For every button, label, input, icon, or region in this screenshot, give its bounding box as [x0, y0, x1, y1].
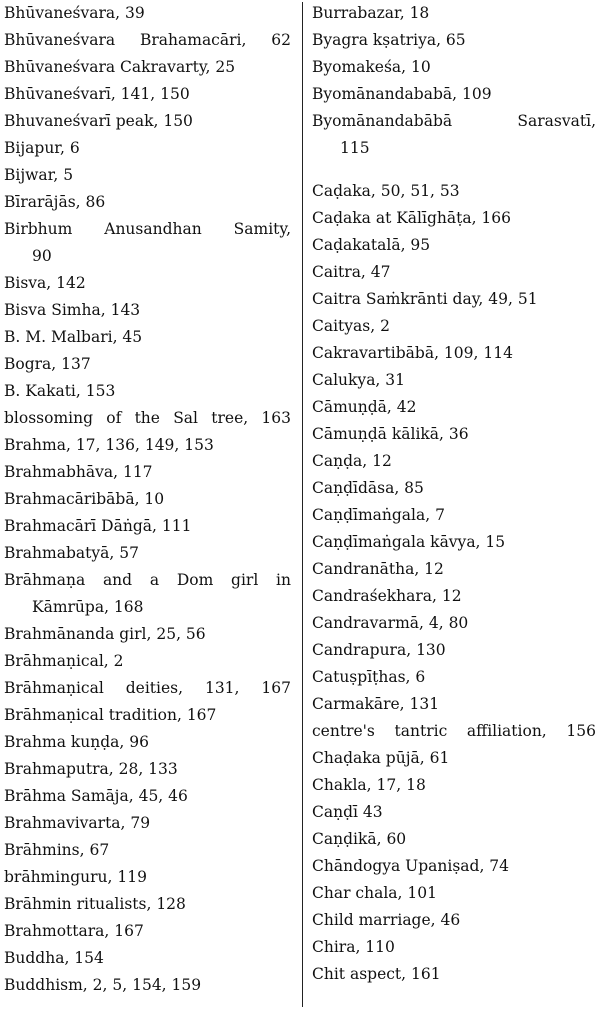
index-entry: Brahmabhāva, 117: [4, 463, 153, 481]
index-entry: Brahmānanda girl, 25, 56: [4, 625, 206, 643]
index-entry: Char chala, 101: [312, 884, 437, 902]
index-entry: Calukya, 31: [312, 371, 406, 389]
index-entry: Brāhmaṇical deities, 131, 167: [4, 679, 291, 697]
index-entry: Candranātha, 12: [312, 560, 444, 578]
index-entry: Caityas, 2: [312, 317, 390, 335]
index-entry: Caṇḍikā, 60: [312, 830, 407, 848]
index-entry: Carmakāre, 131: [312, 695, 440, 713]
index-entry: Byomānandababā, 109: [312, 85, 492, 103]
index-entry: Brahmaputra, 28, 133: [4, 760, 178, 778]
index-entry: Bijwar, 5: [4, 166, 74, 184]
index-entry: Buddhism, 2, 5, 154, 159: [4, 976, 202, 994]
index-entry: Bhuvaneśvarī peak, 150: [4, 112, 193, 130]
index-entry: Bisva Simha, 143: [4, 301, 141, 319]
index-entry: B. M. Malbari, 45: [4, 328, 143, 346]
index-entry: Caḍaka at Kālīghāṭa, 166: [312, 209, 512, 227]
index-entry: Chit aspect, 161: [312, 965, 441, 983]
index-entry: Bhūvaneśvarī, 141, 150: [4, 85, 190, 103]
index-entry: Brahmottara, 167: [4, 922, 144, 940]
index-entry: Chira, 110: [312, 938, 395, 956]
index-entry: Chāndogya Upaniṣad, 74: [312, 857, 510, 875]
index-entry: blossoming of the Sal tree, 163: [4, 409, 291, 427]
index-entry: Caṇḍīmaṅgala kāvya, 15: [312, 533, 506, 551]
index-entry: Buddha, 154: [4, 949, 104, 967]
index-entry: Child marriage, 46: [312, 911, 461, 929]
index-entry: Bijapur, 6: [4, 139, 80, 157]
index-entry: Bhūvaneśvara Cakravarty, 25: [4, 58, 236, 76]
index-entry: Brahma, 17, 136, 149, 153: [4, 436, 214, 454]
index-entry: Brahmavivarta, 79: [4, 814, 151, 832]
index-entry: Brāhmaṇical, 2: [4, 652, 124, 670]
index-entry: Bogra, 137: [4, 355, 91, 373]
index-entry: Candrapura, 130: [312, 641, 446, 659]
index-entry: Caitra, 47: [312, 263, 391, 281]
index-entry: Caṇḍīmaṅgala, 7: [312, 506, 445, 524]
index-entry: brāhminguru, 119: [4, 868, 147, 886]
index-entry: B. Kakati, 153: [4, 382, 116, 400]
index-entry: Chaḍaka pūjā, 61: [312, 749, 450, 767]
index-entry: Brāhmins, 67: [4, 841, 110, 859]
index-entry: Caitra Saṁkrānti day, 49, 51: [312, 290, 538, 308]
index-entry: Brahma kuṇḍa, 96: [4, 733, 149, 751]
index-entry: Brāhma Samāja, 45, 46: [4, 787, 188, 805]
index-entry: Chakla, 17, 18: [312, 776, 426, 794]
index-entry: Brāhmin ritualists, 128: [4, 895, 186, 913]
column-divider: [302, 2, 303, 1007]
index-entry: Birbhum Anusandhan Samity,: [4, 220, 291, 238]
index-entry: Brahmabatyā, 57: [4, 544, 139, 562]
index-entry: Byagra kṣatriya, 65: [312, 31, 466, 49]
index-entry: Brāhmaṇa and a Dom girl in: [4, 571, 291, 589]
index-entry-continuation: 115: [340, 139, 370, 157]
index-entry: Candraśekhara, 12: [312, 587, 462, 605]
index-entry: Caṇḍī 43: [312, 803, 383, 821]
index-entry: Cāmuṇḍā, 42: [312, 398, 417, 416]
index-entry: Candravarmā, 4, 80: [312, 614, 469, 632]
index-entry: Burrabazar, 18: [312, 4, 430, 22]
index-entry: Bisva, 142: [4, 274, 86, 292]
index-entry: Cakravartibābā, 109, 114: [312, 344, 513, 362]
index-entry: centre's tantric affiliation, 156: [312, 722, 596, 740]
index-entry: Bhūvaneśvara Brahamacāri, 62: [4, 31, 291, 49]
index-entry-continuation: 90: [32, 247, 52, 265]
index-entry: Cāmuṇḍā kālikā, 36: [312, 425, 469, 443]
index-entry: Byomānandabābā Sarasvatī,: [312, 112, 596, 130]
index-entry: Bhūvaneśvara, 39: [4, 4, 145, 22]
index-entry: Caḍakatalā, 95: [312, 236, 431, 254]
index-entry: Brahmacārī Dāṅgā, 111: [4, 517, 192, 535]
index-entry: Caṇḍīdāsa, 85: [312, 479, 424, 497]
index-entry: Brahmacāribābā, 10: [4, 490, 165, 508]
index-entry: Brāhmaṇical tradition, 167: [4, 706, 217, 724]
index-entry: Bīrarājās, 86: [4, 193, 106, 211]
index-entry: Caḍaka, 50, 51, 53: [312, 182, 460, 200]
index-entry: Byomakeśa, 10: [312, 58, 431, 76]
index-entry: Catuṣpīṭhas, 6: [312, 668, 426, 686]
index-entry: Caṇḍa, 12: [312, 452, 392, 470]
index-entry-continuation: Kāmrūpa, 168: [32, 598, 144, 616]
